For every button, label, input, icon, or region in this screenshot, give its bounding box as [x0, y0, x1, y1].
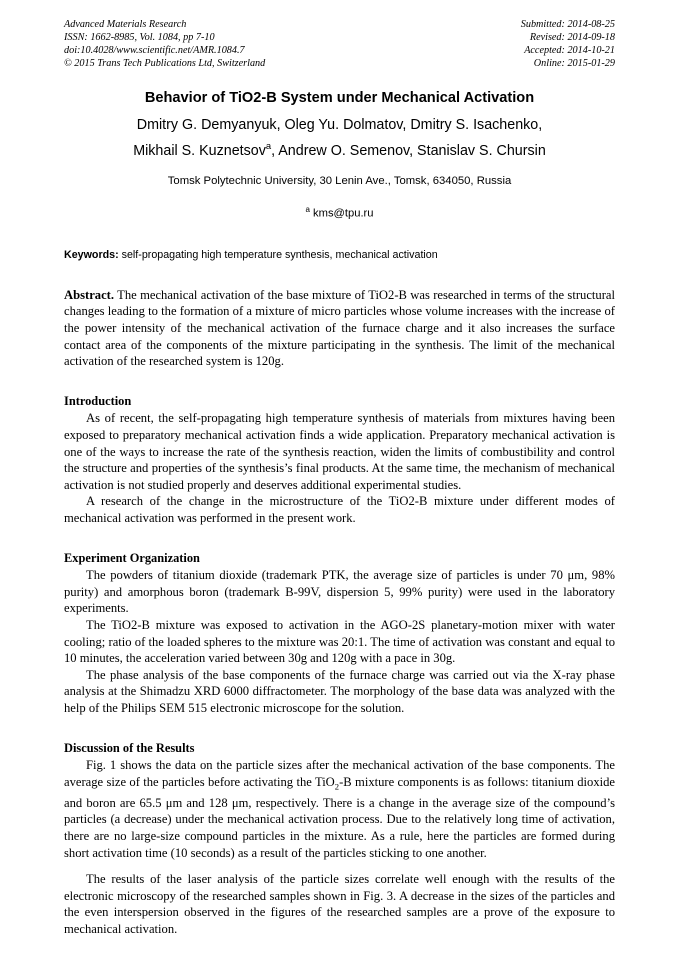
section-heading-introduction: Introduction	[64, 393, 132, 408]
running-head-left	[64, 18, 265, 70]
issn-volume-pages: ISSN: 1662-8985, Vol. 1084, pp 7-10	[64, 32, 215, 44]
experiment-paragraph-1: The powders of titanium dioxide (trademark PTK, the average size of particles is under 70 μm, 98% purity) and amorphous boron (trademark B-99V, dispersion 5, 99% purity) were used in the laboratory experiments.	[64, 568, 615, 616]
subscript-two: 2	[334, 781, 340, 792]
affiliation: Tomsk Polytechnic University, 30 Lenin Ave., Tomsk, 634050, Russia	[167, 175, 512, 188]
corresponding-email	[64, 202, 615, 222]
copyright: © 2015 Trans Tech Publications Ltd, Switzerland	[64, 58, 266, 70]
email-address: kms@tpu.ru	[313, 207, 374, 220]
paper-title: Behavior of TiO2-B System under Mechanical Activation	[144, 90, 535, 107]
section-heading-discussion: Discussion of the Results	[64, 740, 195, 755]
date-submitted: Submitted: 2014-08-25	[520, 19, 615, 30]
keywords-value: self-propagating high temperature synthesis, mechanical activation	[121, 248, 438, 261]
running-head	[64, 18, 615, 70]
abstract	[64, 287, 615, 370]
discussion-p1-part-1: Fig. 1 shows the data on the particle sizes after the mechanical activation of the base components. The average size of the particles before activating the TiO	[64, 758, 615, 789]
email-affiliation-marker: a	[305, 205, 310, 215]
experiment-paragraph-3: The phase analysis of the base components of the furnace charge was carried out via the X-ray phase analysis at the Shimadzu XRD 6000 diffractometer. The morphology of the base data was analyzed with the help of the Philips SEM 515 electronic microscope for the solution.	[64, 667, 615, 715]
author-line-2	[64, 136, 615, 161]
abstract-text: The mechanical activation of the base mixture of TiO2-B was researched in terms of the structural changes leading to the formation of a mixture of micro particles whose volume increases with the increase of the power intensity of the mechanical activation of the furnace charge and it also increases the surface contact area of the components of the mixture participating in the synthesis. The limit of the mechanical activation of the researched system is 120g.	[64, 287, 615, 369]
discussion-paragraph-2: The results of the laser analysis of the particle sizes correlate well enough with the results of the electronic microscopy of the researched samples shown in Fig. 3. A decrease in the sizes of the particles and the even interspersion observed in the figures of the researched samples are a prove of the exposure to mechanical activation.	[64, 872, 615, 936]
author-line-1: Dmitry G. Demyanyuk, Oleg Yu. Dolmatov, Dmitry S. Isachenko,	[136, 117, 543, 134]
author-affiliation-marker: a	[265, 139, 272, 151]
abstract-label: Abstract.	[64, 287, 115, 302]
author-list	[64, 116, 615, 161]
date-accepted: Accepted: 2014-10-21	[524, 45, 615, 57]
date-online: Online: 2015-01-29	[533, 58, 615, 70]
keywords-label: Keywords:	[64, 248, 119, 261]
author-line-2-rest: , Andrew O. Semenov, Stanislav S. Chursin	[271, 142, 546, 159]
introduction-paragraph-2: A research of the change in the microstructure of the TiO2-B mixture under different modes of mechanical activation was performed in the present work.	[64, 494, 615, 525]
running-head-right	[521, 18, 615, 70]
page-content	[64, 18, 615, 938]
experiment-paragraph-2: The TiO2-B mixture was exposed to activation in the AGO-2S planetary-motion mixer with water cooling; ratio of the loaded spheres to the mixture was 20:1. The time of activation was constant and equal to 10 minutes, the acceleration varied between 30g and 120g with a pace in 30g.	[64, 617, 615, 666]
keywords	[64, 248, 615, 263]
date-revised: Revised: 2014-09-18	[529, 32, 615, 44]
journal-name: Advanced Materials Research	[64, 19, 187, 30]
author-line-2-names: Mikhail S. Kuznetsov	[133, 142, 266, 159]
section-heading-experiment-organization: Experiment Organization	[64, 550, 200, 565]
introduction-paragraph-1: As of recent, the self-propagating high temperature synthesis of materials from mixtures having been exposed to preparatory mechanical activation finds a wide application. Preparatory mechanical activation is one of the ways to increase the rate of the synthesis reaction, widen the limits of combustibility and control the structure and properties of the synthesis’s final products. At the same time, the mechanism of mechanical activation is not studied properly and deserves additional experimental studies.	[64, 411, 615, 492]
discussion-p1-part-2: -B mixture components is as follows: titanium dioxide and boron are 65.5 μm and 128 μm, respectively. There is a change in the average size of the compound’s particles (a decrease) under the mechanical activation process. Due to the relatively long time of activation, there are no large-size compound particles in the mixture. As a rule, here the particles are formed during short activation time (10 seconds) as a result of the particles sticking to one another.	[64, 774, 616, 860]
discussion-paragraph-1	[64, 757, 615, 861]
doi: doi:10.4028/www.scientific.net/AMR.1084.7	[64, 45, 245, 57]
